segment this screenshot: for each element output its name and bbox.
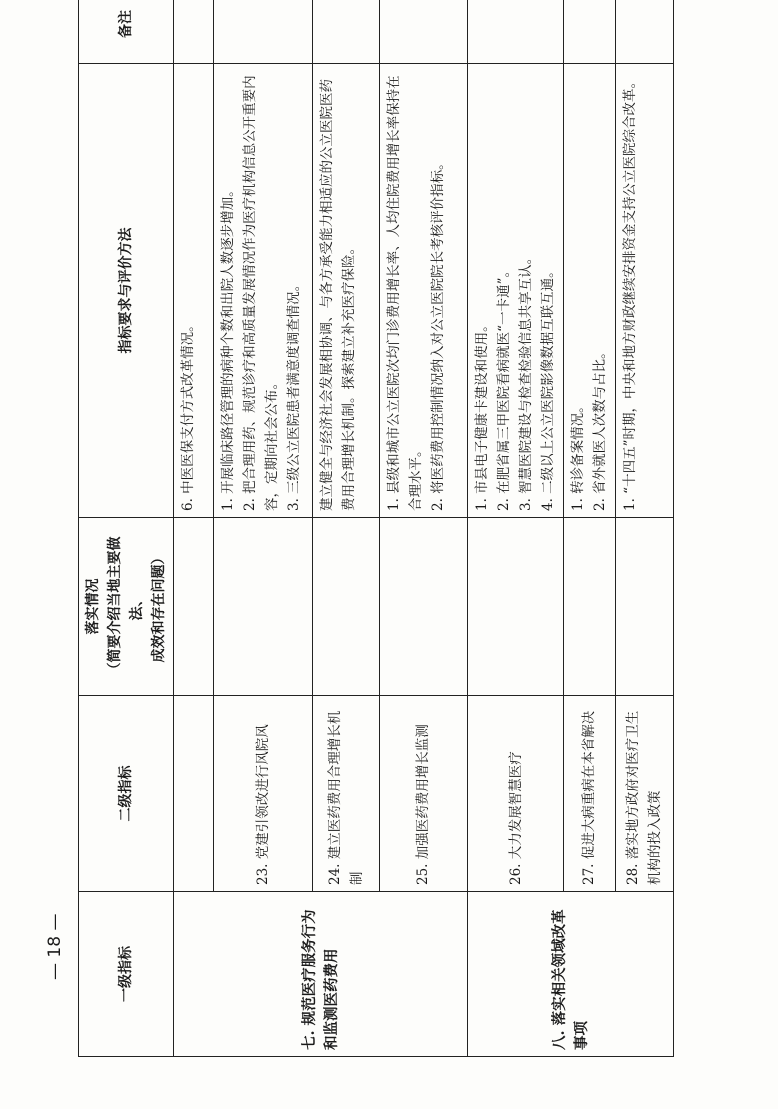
status-cell [468,518,564,696]
header-level2: 二级指标 [79,696,174,892]
table-header-row [79,0,174,1057]
status-cell [214,518,313,696]
requirement-line: 4. 二级以上公立医院影像数据互联互通。 [540,264,557,511]
level2-label: 28. 落实地方政府对医疗卫生机构的投入政策 [625,710,664,885]
level1-label: 七. 规范医疗服务行为和监测医药费用 [300,909,340,1050]
remarks-cell [313,0,380,64]
requirement-line: 2. 省外就医人次数与占比。 [592,345,609,511]
header-status-line1: 落实情况 [85,578,101,635]
header-status-line2: （简要介绍当地主要做法、 [107,536,145,677]
remarks-cell [615,0,674,64]
status-cell [615,518,674,696]
level2-cell [468,696,564,892]
level2-label: 27. 促进大病重病在本省解决 [581,710,598,885]
requirement-line: 1. 转诊备案情况。 [570,399,587,511]
level2-label: 26. 大力发展智慧医疗 [507,751,524,885]
requirements-cell [379,64,468,518]
level1-label: 八. 落实相关领域改革事项 [550,909,590,1050]
level2-cell [615,696,674,892]
remarks-cell [379,0,468,64]
indicator-table [78,0,674,1057]
level2-label: 23. 党建引领改进行风院风 [255,724,272,885]
requirements-cell [313,64,380,518]
table-row [174,0,214,1057]
requirements-cell [214,64,313,518]
requirement-line: 3. 智慧医院建设与检查检验信息共享互认。 [518,250,535,511]
header-status [79,518,174,696]
header-remarks: 备注 [79,0,174,64]
remarks-cell [564,0,615,64]
requirement-line: 2. 在肥省属三甲医院看病就医“一卡通”。 [496,264,513,511]
requirement-line: 3. 三级公立医院患者满意度调查情况。 [286,277,303,511]
remarks-cell [214,0,313,64]
level2-cell [174,696,214,892]
level2-cell [379,696,468,892]
requirement-line: 1. 县级和城市公立医院次均门诊费用增长率、人均住院费用增长率保持在合理水平。 [385,75,424,511]
remarks-cell [174,0,214,64]
level1-cell [468,892,674,1057]
level2-cell [313,696,380,892]
requirement-line: 1. “十四五”时期，中央和地方财政继续安排资金支持公立医院综合改革。 [621,75,638,511]
requirement-line: 1. 开展临床路径管理的病种个数和出院人数逐步增加。 [220,183,237,511]
status-cell [313,518,380,696]
requirements-cell [615,64,674,518]
level2-cell [564,696,615,892]
requirements-cell [564,64,615,518]
level2-label: 25. 加强医药费用增长监测 [415,724,432,885]
rotated-table-container [78,10,674,1057]
status-cell [379,518,468,696]
status-cell [564,518,615,696]
status-cell [174,518,214,696]
requirement-line: 6. 中医医保支付方式改革情况。 [180,318,196,511]
header-status-line3: 成效和存在问题） [151,550,167,663]
requirements-cell [174,64,214,518]
level2-cell [214,696,313,892]
requirement-line: 2. 把合理用药、规范诊疗和高质量发展情况作为医疗机构信息公开重要内容，定期向社会公布。 [242,75,281,511]
requirement-line: 建立健全与经济社会发展相协调、与各方承受能力相适应的公立医院医药费用合理增长机制。探索建立补充医疗保险。 [319,79,358,511]
level2-label: 24. 建立医药费用合理增长机制 [326,710,365,885]
requirement-line: 1. 市县电子健康卡建设和使用。 [474,318,491,511]
requirements-cell [468,64,564,518]
remarks-cell [468,0,564,64]
header-requirements: 指标要求与评价方法 [79,64,174,518]
table-row [468,0,564,1057]
level1-cell [174,892,468,1057]
requirement-line: 2. 将医药费用控制情况纳入对公立医院院长考核评价指标。 [429,156,446,511]
page-number: — 18 — [45,913,65,980]
header-level1: 一级指标 [79,892,174,1057]
